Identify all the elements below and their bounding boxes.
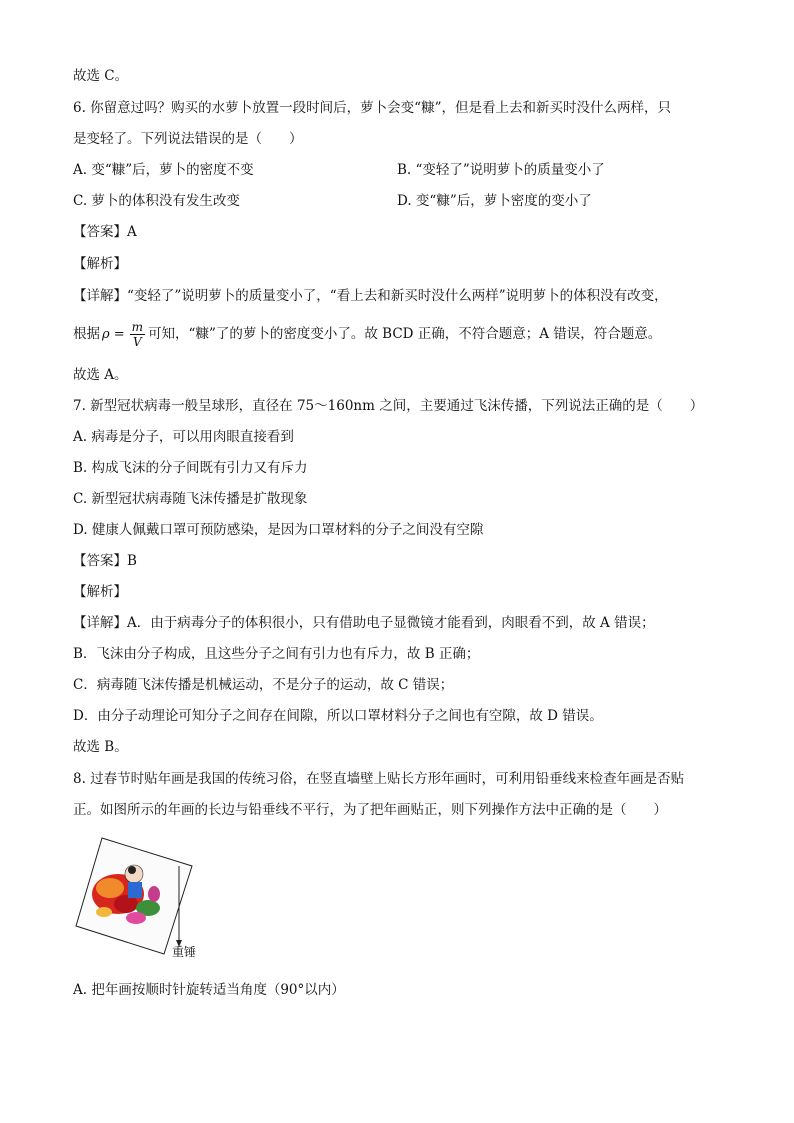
detail-6-prefix: 根据 [73, 326, 100, 342]
question-6-stem-cont: 是变轻了。下列说法错误的是（ ） [73, 131, 303, 147]
question-7-option-c: C. 新型冠状病毒随飞沫传播是扩散现象 [73, 491, 308, 507]
question-6-option-c: C. 萝卜的体积没有发生改变 [73, 193, 240, 209]
density-fraction [130, 320, 145, 349]
question-6-option-b: B. “变轻了”说明萝卜的质量变小了 [397, 162, 605, 178]
detail-6-suffix: 可知，“糠”了的萝卜的密度变小了。故 BCD 正确，不符合题意；A 错误，符合题意。 [148, 326, 662, 342]
question-7-option-a: A. 病毒是分子，可以用肉眼直接看到 [73, 429, 294, 445]
detail-6-line-1: 【详解】“变轻了”说明萝卜的质量变小了，“看上去和新买时没什么两样”说明萝卜的体积没有改变， [73, 288, 668, 304]
question-8-stem: 8. 过春节时贴年画是我国的传统习俗，在竖直墙壁上贴长方形年画时，可利用铅垂线来检查年画是否贴 [73, 771, 685, 787]
detail-7-line-3: C．病毒随飞沫传播是机械运动，不是分子的运动，故 C 错误； [73, 677, 454, 693]
fraction-denominator: V [133, 335, 142, 349]
question-7-option-b: B. 构成飞沫的分子间既有引力又有斥力 [73, 460, 308, 476]
rho-symbol: ρ = [102, 326, 125, 342]
analysis-6-heading: 【解析】 [73, 256, 127, 272]
question-7-stem: 7. 新型冠状病毒一般呈球形，直径在 75～160nm 之间，主要通过飞沫传播，下列说法正确的是（ ） [73, 398, 704, 414]
answer-6: 【答案】A [73, 224, 137, 240]
analysis-7-heading: 【解析】 [73, 584, 127, 600]
question-6-option-a: A. 变“糠”后，萝卜的密度不变 [73, 162, 254, 178]
detail-7-line-2: B．飞沫由分子构成，且这些分子之间有引力也有斥力，故 B 正确； [73, 646, 480, 662]
question-6-option-d: D. 变“糠”后，萝卜密度的变小了 [397, 193, 592, 209]
conclusion-7: 故选 B。 [73, 739, 128, 755]
answer-7: 【答案】B [73, 553, 137, 569]
question-8-stem-cont: 正。如图所示的年画的长边与铅垂线不平行，为了把年画贴正，则下列操作方法中正确的是（ ） [73, 802, 667, 818]
detail-7-line-4: D．由分子动理论可知分子之间存在间隙，所以口罩材料分子之间也有空隙，故 D 错误。 [73, 708, 603, 724]
question-8-option-a: A. 把年画按顺时针旋转适当角度（90°以内） [73, 982, 345, 998]
detail-7-line-1: 【详解】A．由于病毒分子的体积很小，只有借助电子显微镜才能看到，肉眼看不到，故 A 错误； [73, 615, 655, 631]
text-line: 故选 C。 [73, 68, 129, 84]
question-6-stem: 6. 你留意过吗？购买的水萝卜放置一段时间后，萝卜会变“糠”，但是看上去和新买时没什么两样，只 [73, 100, 671, 116]
conclusion-6: 故选 A。 [73, 367, 128, 383]
fraction-numerator: m [131, 320, 144, 334]
detail-6-line-2 [73, 320, 661, 349]
question-7-option-d: D. 健康人佩戴口罩可预防感染，是因为口罩材料的分子之间没有空隙 [73, 522, 484, 538]
figure-label-weight: 重锤 [172, 945, 197, 959]
